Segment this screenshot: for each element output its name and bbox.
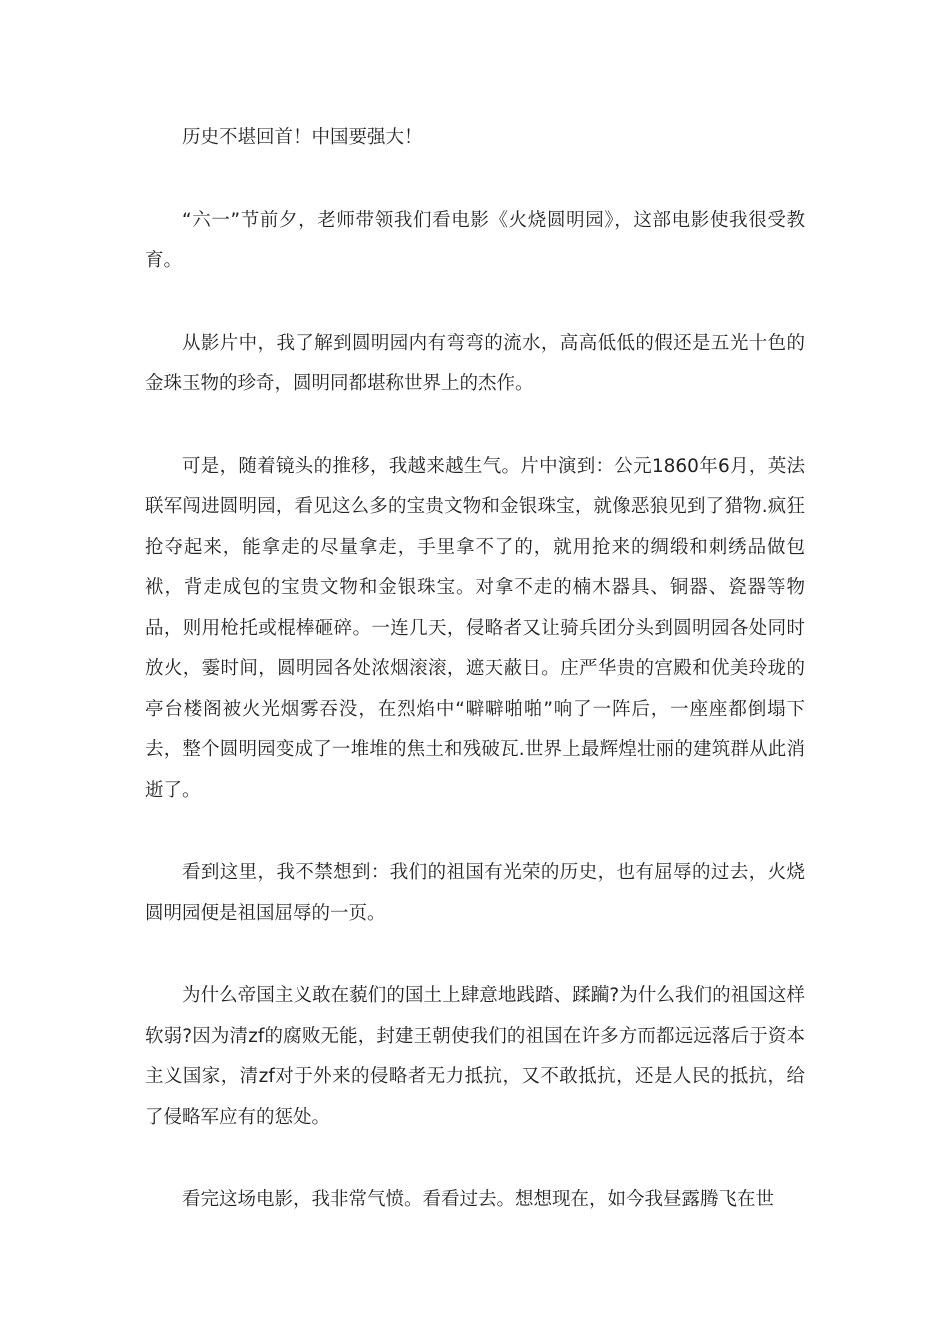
paragraph-reflection: 看到这里，我不禁想到：我们的祖国有光荣的历史，也有屈辱的过去，火烧圆明园便是祖国屈辱的一页。 [145, 862, 805, 924]
paragraph-movie-intro: “六一”节前夕，老师带领我们看电影《火烧圆明园》，这部电影使我很受教育。 [145, 209, 805, 271]
paragraph-invasion: 可是，随着镜头的推移，我越来越生气。片中演到：公元1860年6月，英法联军闯进圆明园，看见这么多的宝贵文物和金银珠宝，就像恶狼见到了猎物.疯狂抢夺起来，能拿走的尽量拿走，手里拿不了的，就用抢来的绸缎和刺绣品做包袱，背走成包的宝贵文物和金银珠宝。对拿不走的楠木器具、铜器、瓷器等物品，则用枪托或棍棒砸碎。一连几天，侵略者又让骑兵团分头到圆明园各处同时放火，霎时间，圆明园各处浓烟滚滚，遮天蔽日。庄严华贵的宫殿和优美玲珑的亭台楼阁被火光烟雾吞没，在烈焰中“噼噼啪啪”响了一阵后，一座座都倒塌下去，整个圆明园变成了一堆堆的焦土和残破瓦.世界上最辉煌壮丽的建筑群从此消逝了。 [145, 455, 805, 801]
paragraph-conclusion: 看完这场电影，我非常气愤。看看过去。想想现在，如今我昼露腾飞在世 [182, 1189, 775, 1210]
article-body [145, 118, 805, 1263]
paragraph-opening: 历史不堪回首！中国要强大！ [182, 127, 423, 148]
paragraph-garden-description: 从影片中，我了解到圆明园内有弯弯的流水，高高低低的假还是五光十色的金珠玉物的珍奇，圆明同都堪称世界上的杰作。 [145, 332, 805, 394]
paragraph-why: 为什么帝国主义敢在藐们的国土上肆意地践踏、蹂躏?为什么我们的祖国这样软弱?因为清zf的腐败无能，封建王朝使我们的祖国在许多方而都远远落后于资本主义国家，清zf对于外来的侵略者无力抵抗，又不敢抵抗，还是人民的抵抗，给了侵略军应有的惩处。 [145, 985, 805, 1128]
